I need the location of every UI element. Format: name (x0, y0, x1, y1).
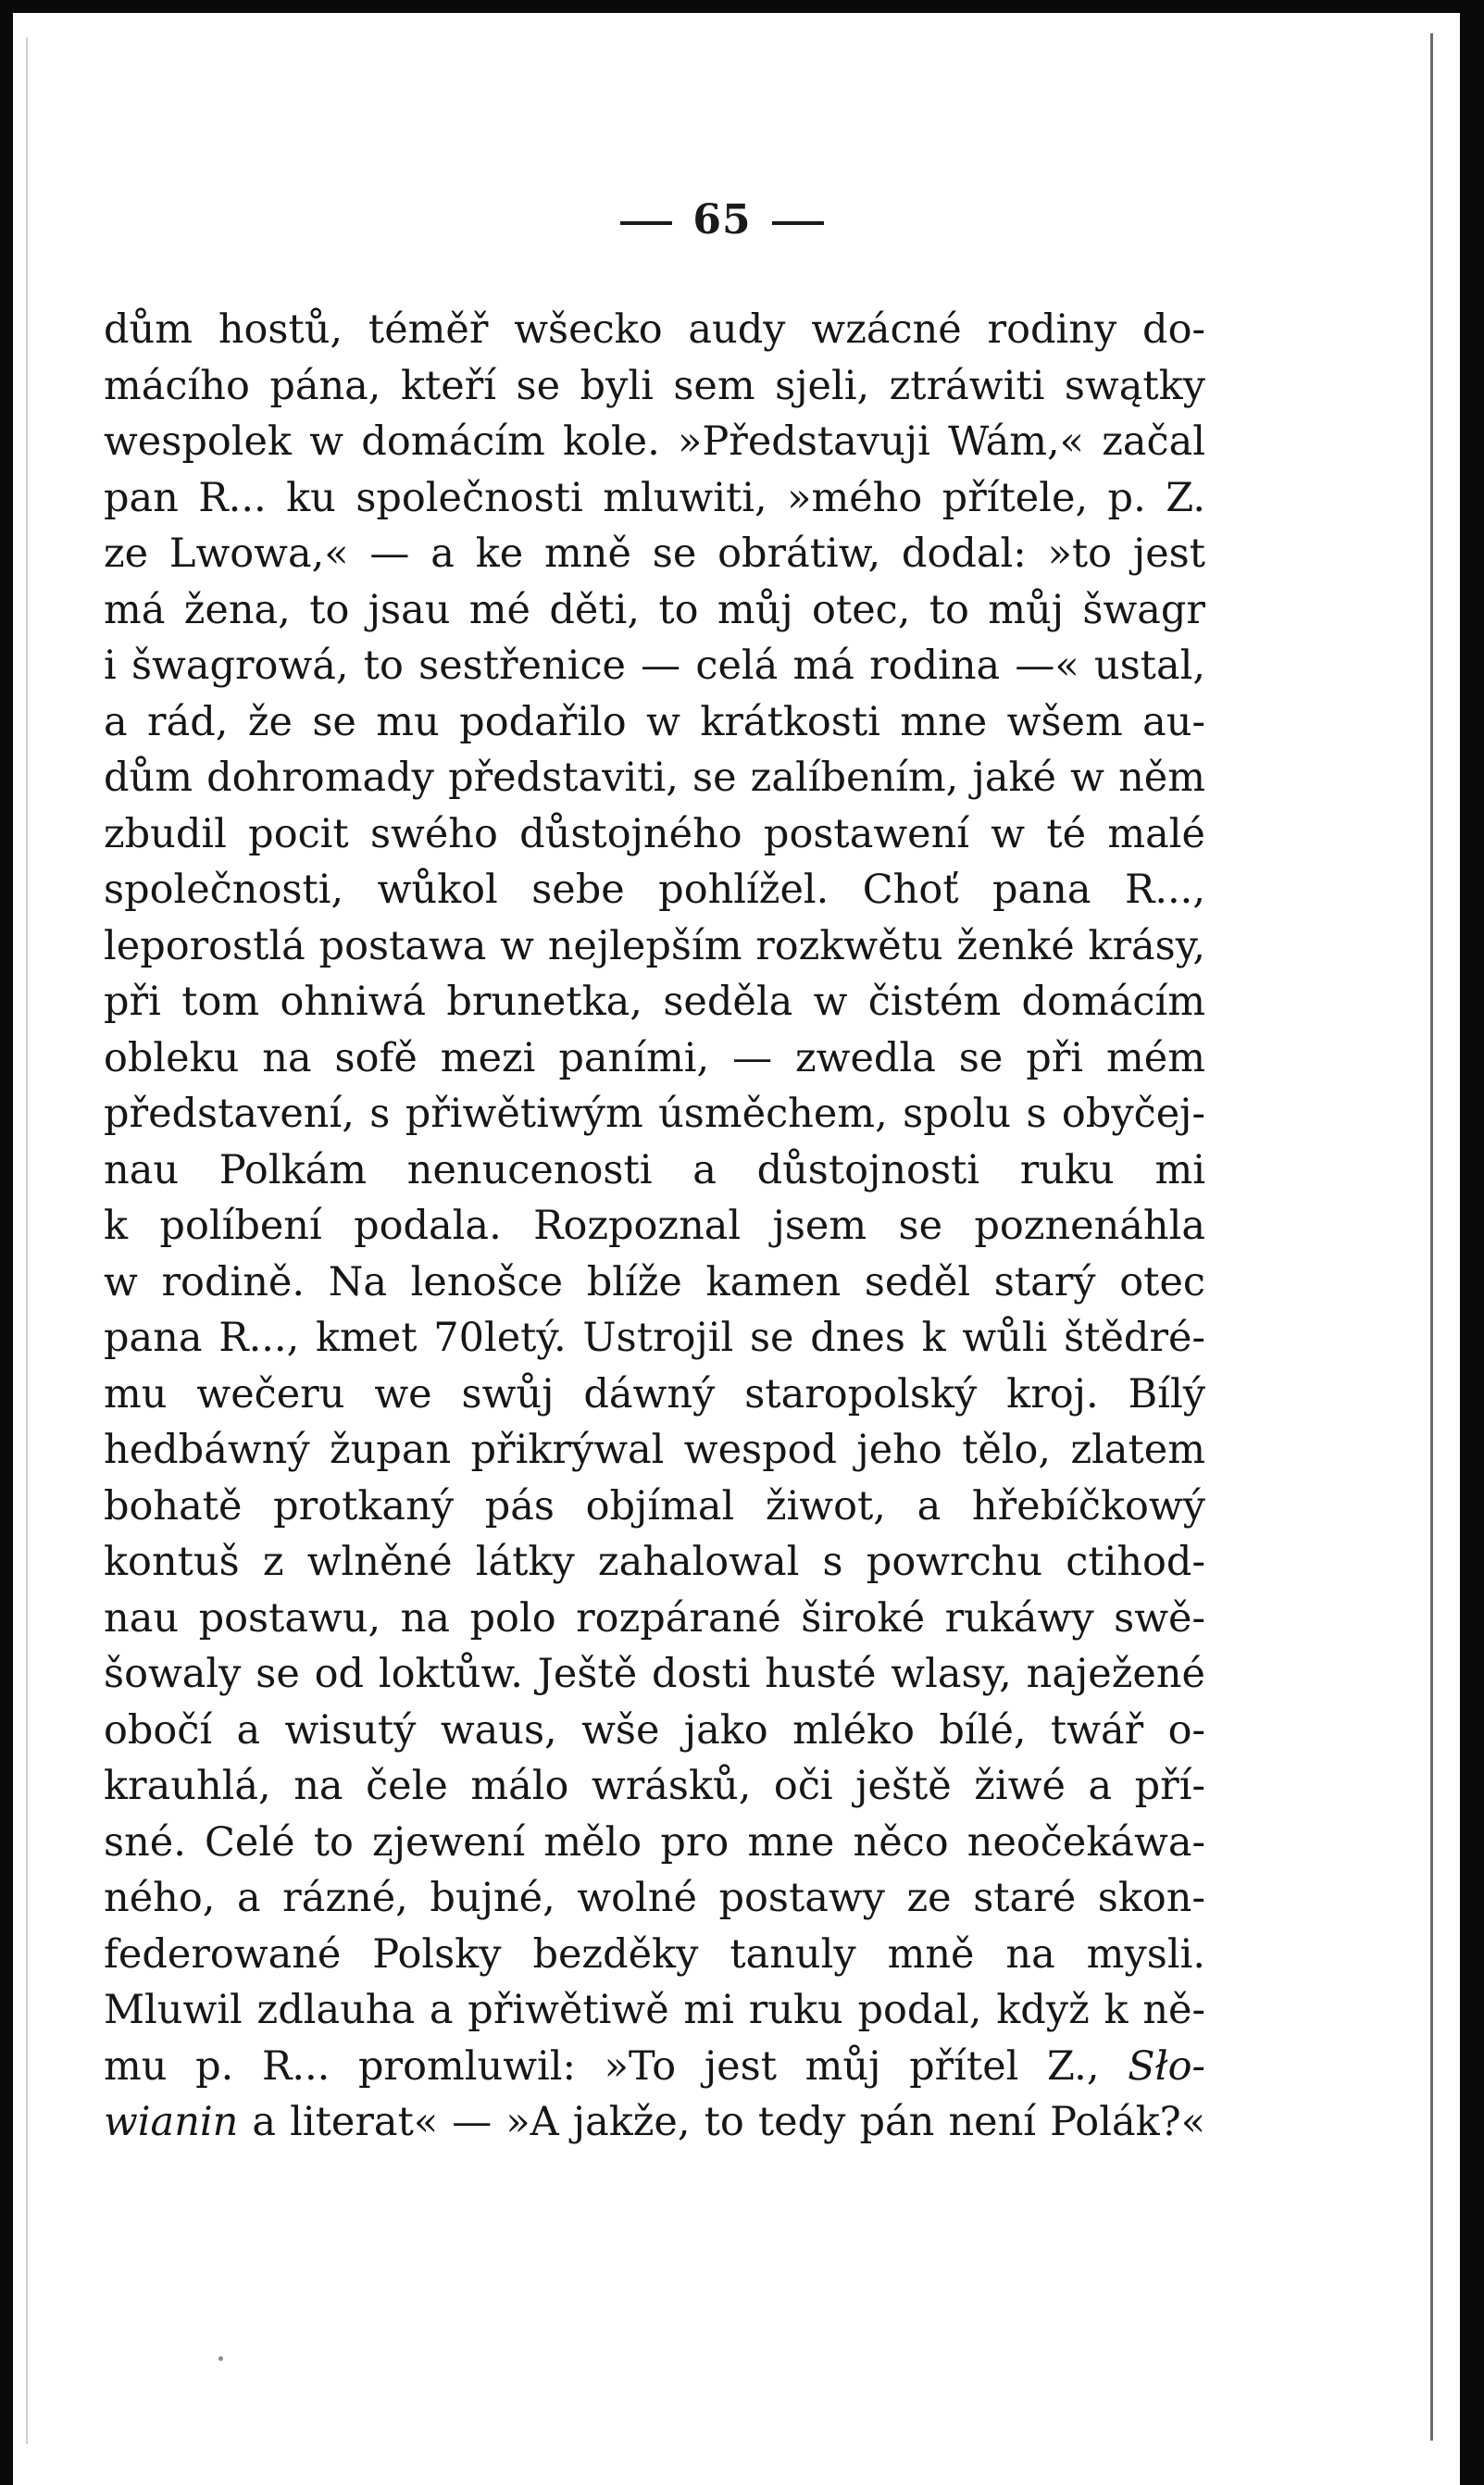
text-line: šowaly se od loktůw. Ještě dosti husté wlasy, naježené (104, 1651, 1205, 1697)
text-line: společnosti, wůkol sebe pohlížel. Choť pana R..., (104, 867, 1205, 913)
text-line: pan R... ku společnosti mluwiti, »mého přítele, p. Z. (104, 474, 1205, 521)
text-line-with-italic: mu p. R... promluwil: »To jest můj přítel Z., Sło- (104, 2042, 1205, 2090)
text-line: leporostlá postawa w nejlepším rozkwětu ženké krásy, (104, 922, 1205, 969)
text-line: kontuš z wlněné látky zahalowal s powrchu ctihod- (104, 1539, 1205, 1585)
scan-border-right (1460, 0, 1484, 2485)
text-line: při tom ohniwá brunetka, seděla w čistém domácím (104, 979, 1205, 1025)
text-line: mácího pána, kteří se byli sem sjeli, ztráwiti swątky (104, 362, 1205, 409)
text-line: ze Lwowa,« — a ke mně se obrátiw, dodal: »to jest (104, 531, 1205, 577)
text-line: a rád, že se mu podařilo w krátkosti mne wšem au- (104, 698, 1205, 745)
text-line: dům hostů, téměř wšecko audy wzácné rodiny do- (104, 306, 1205, 353)
text-line: wespolek w domácím kole. »Představuji Wám,« začal (104, 418, 1205, 465)
text-line: sné. Celé to zjewení mělo pro mne něco neočekáwa- (104, 1818, 1205, 1866)
page-edge-left (26, 37, 28, 2444)
scan-speck (218, 2356, 223, 2361)
text-line: krauhlá, na čele málo wrásků, oči ještě žiwé a pří- (104, 1763, 1205, 1809)
scan-border-left (0, 0, 13, 2485)
text-line: hedbáwný župan přikrýwal wespod jeho tělo, zlatem (104, 1427, 1205, 1473)
text-line: k políbení podala. Rozpoznal jsem se poznenáhla (104, 1203, 1205, 1249)
page-edge-right (1430, 33, 1433, 2441)
text-line: zbudil pocit swého důstojného postawení w té malé (104, 810, 1205, 857)
text-line: federowané Polsky bezděky tanuly mně na mysli. (104, 1930, 1205, 1978)
text-line: mu wečeru we swůj dáwný staropolský kroj. Bílý (104, 1370, 1205, 1417)
text-line: má žena, to jsau mé děti, to můj otec, to můj šwagr (104, 586, 1205, 633)
text-line: i šwagrowá, to sestřenice — celá má rodina —« ustal, (104, 643, 1205, 689)
text-line-with-italic: wianin a literat« — »A jakže, to tedy pán není Polák?« (104, 2099, 1205, 2145)
text-line: Mluwil zdlauha a přiwětiwě mi ruku podal, když k ně- (104, 1987, 1205, 2033)
text-line: obočí a wisutý waus, wše jako mléko bílé, twář o- (104, 1706, 1205, 1754)
text-line: obleku na sofě mezi paními, — zwedla se při mém (104, 1034, 1205, 1081)
text-line: ného, a rázné, bujné, wolné postawy ze staré skon- (104, 1875, 1205, 1921)
text-line: pana R..., kmet 70letý. Ustrojil se dnes k wůli štědré- (104, 1315, 1205, 1361)
header-dash-left (620, 221, 672, 225)
scan-border-top (0, 0, 1484, 13)
body-text (104, 302, 1205, 2151)
page-number: 65 (692, 196, 752, 244)
text-line: w rodině. Na lenošce blíže kamen seděl starý otec (104, 1258, 1205, 1305)
italic-word: Sło- (1128, 2042, 1205, 2090)
text-line: představení, s přiwětiwým úsměchem, spolu s obyčej- (104, 1091, 1205, 1137)
text-line: bohatě protkaný pás objímal žiwot, a hřebíčkowý (104, 1482, 1205, 1530)
text-line: dům dohromady představiti, se zalíbením, jaké w něm (104, 755, 1205, 801)
header-dash-right (772, 221, 824, 225)
page-header (0, 196, 1444, 244)
text-line: nau postawu, na polo rozpárané široké rukáwy swě- (104, 1594, 1205, 1642)
text-line: nau Polkám nenucenosti a důstojnosti ruku mi (104, 1146, 1205, 1193)
italic-word: wianin (104, 2099, 239, 2145)
